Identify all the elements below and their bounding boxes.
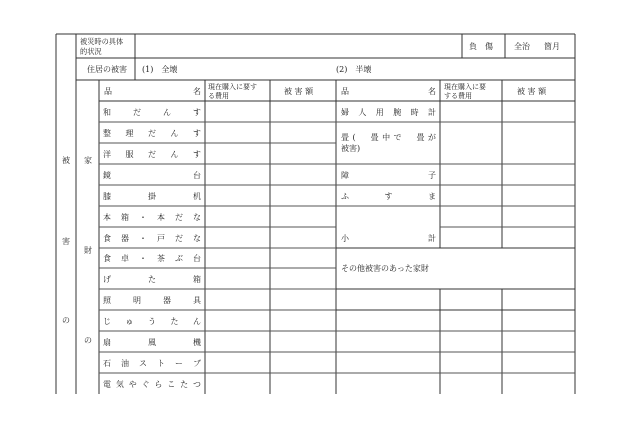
situation-label-line2: 的状況 (80, 47, 102, 56)
list-item: 整 理 だ ん す (103, 129, 201, 138)
list-item: げ た 箱 (103, 275, 201, 284)
house-damage-label: 住居の被害 (87, 65, 127, 74)
list-item: 膝 掛 机 (103, 192, 201, 201)
right-item-shoji: 障 子 (341, 171, 436, 180)
situation-label-line1: 被災時の具体 (80, 37, 124, 46)
recovery-suffix: 箇月 (544, 42, 560, 51)
right-header-cost-2: する費用 (444, 92, 472, 100)
side-label-outer-2: 害 (62, 237, 70, 246)
list-item: 鏡 台 (103, 171, 201, 180)
left-header-cost-2: る費用 (208, 92, 229, 100)
list-item: 食 卓 ・ 茶 ぶ 台 (103, 254, 201, 263)
house-option-half: (2) 半壊 (336, 65, 372, 74)
right-header-item-2: 名 (428, 87, 436, 96)
list-item: 和 だ ん す (103, 108, 201, 117)
side-label-inner-1: 家 (84, 156, 92, 165)
list-item: 食 器 ・ 戸 だ な (103, 234, 201, 243)
list-item: 石 油 ス ト ー ブ (103, 359, 201, 368)
right-item-subtotal: 小 計 (341, 234, 436, 243)
recovery-prefix: 全治 (514, 42, 530, 51)
side-label-inner-3: の (84, 336, 92, 345)
left-header-item-2: 名 (193, 87, 201, 96)
right-item-tatami-line1: 畳( 畳中で 畳が (341, 133, 436, 142)
left-header-item-1: 品 (104, 87, 112, 96)
side-label-inner-2: 財 (84, 246, 92, 255)
right-item-fusuma: ふ す ま (341, 192, 436, 201)
injury-label: 負 傷 (469, 42, 493, 51)
side-label-outer-3: の (62, 316, 70, 325)
house-option-full: (1) 全壊 (142, 65, 178, 74)
list-item: じ ゅ う た ん (103, 317, 201, 326)
list-item: 扇 風 機 (103, 338, 201, 347)
right-item-watch: 婦 人 用 腕 時 計 (341, 108, 436, 117)
list-item: 照 明 器 具 (103, 296, 201, 305)
left-header-damage: 被 害 額 (284, 87, 314, 96)
right-header-damage: 被 害 額 (517, 87, 547, 96)
list-item: 本 箱 ・ 本 だ な (103, 213, 201, 222)
list-item: 洋 服 だ ん す (103, 150, 201, 159)
list-item: 電 気 や ぐ ら こ た つ (103, 380, 201, 389)
right-item-tatami-line2: 被害) (341, 144, 361, 153)
right-header-cost-1: 現在購入に要 (444, 83, 486, 91)
left-header-cost-1: 現在購入に要す (208, 83, 257, 91)
right-header-item-1: 品 (341, 87, 349, 96)
other-goods-heading: その他被害のあった家財 (341, 264, 429, 273)
side-label-outer-1: 被 (62, 156, 70, 165)
